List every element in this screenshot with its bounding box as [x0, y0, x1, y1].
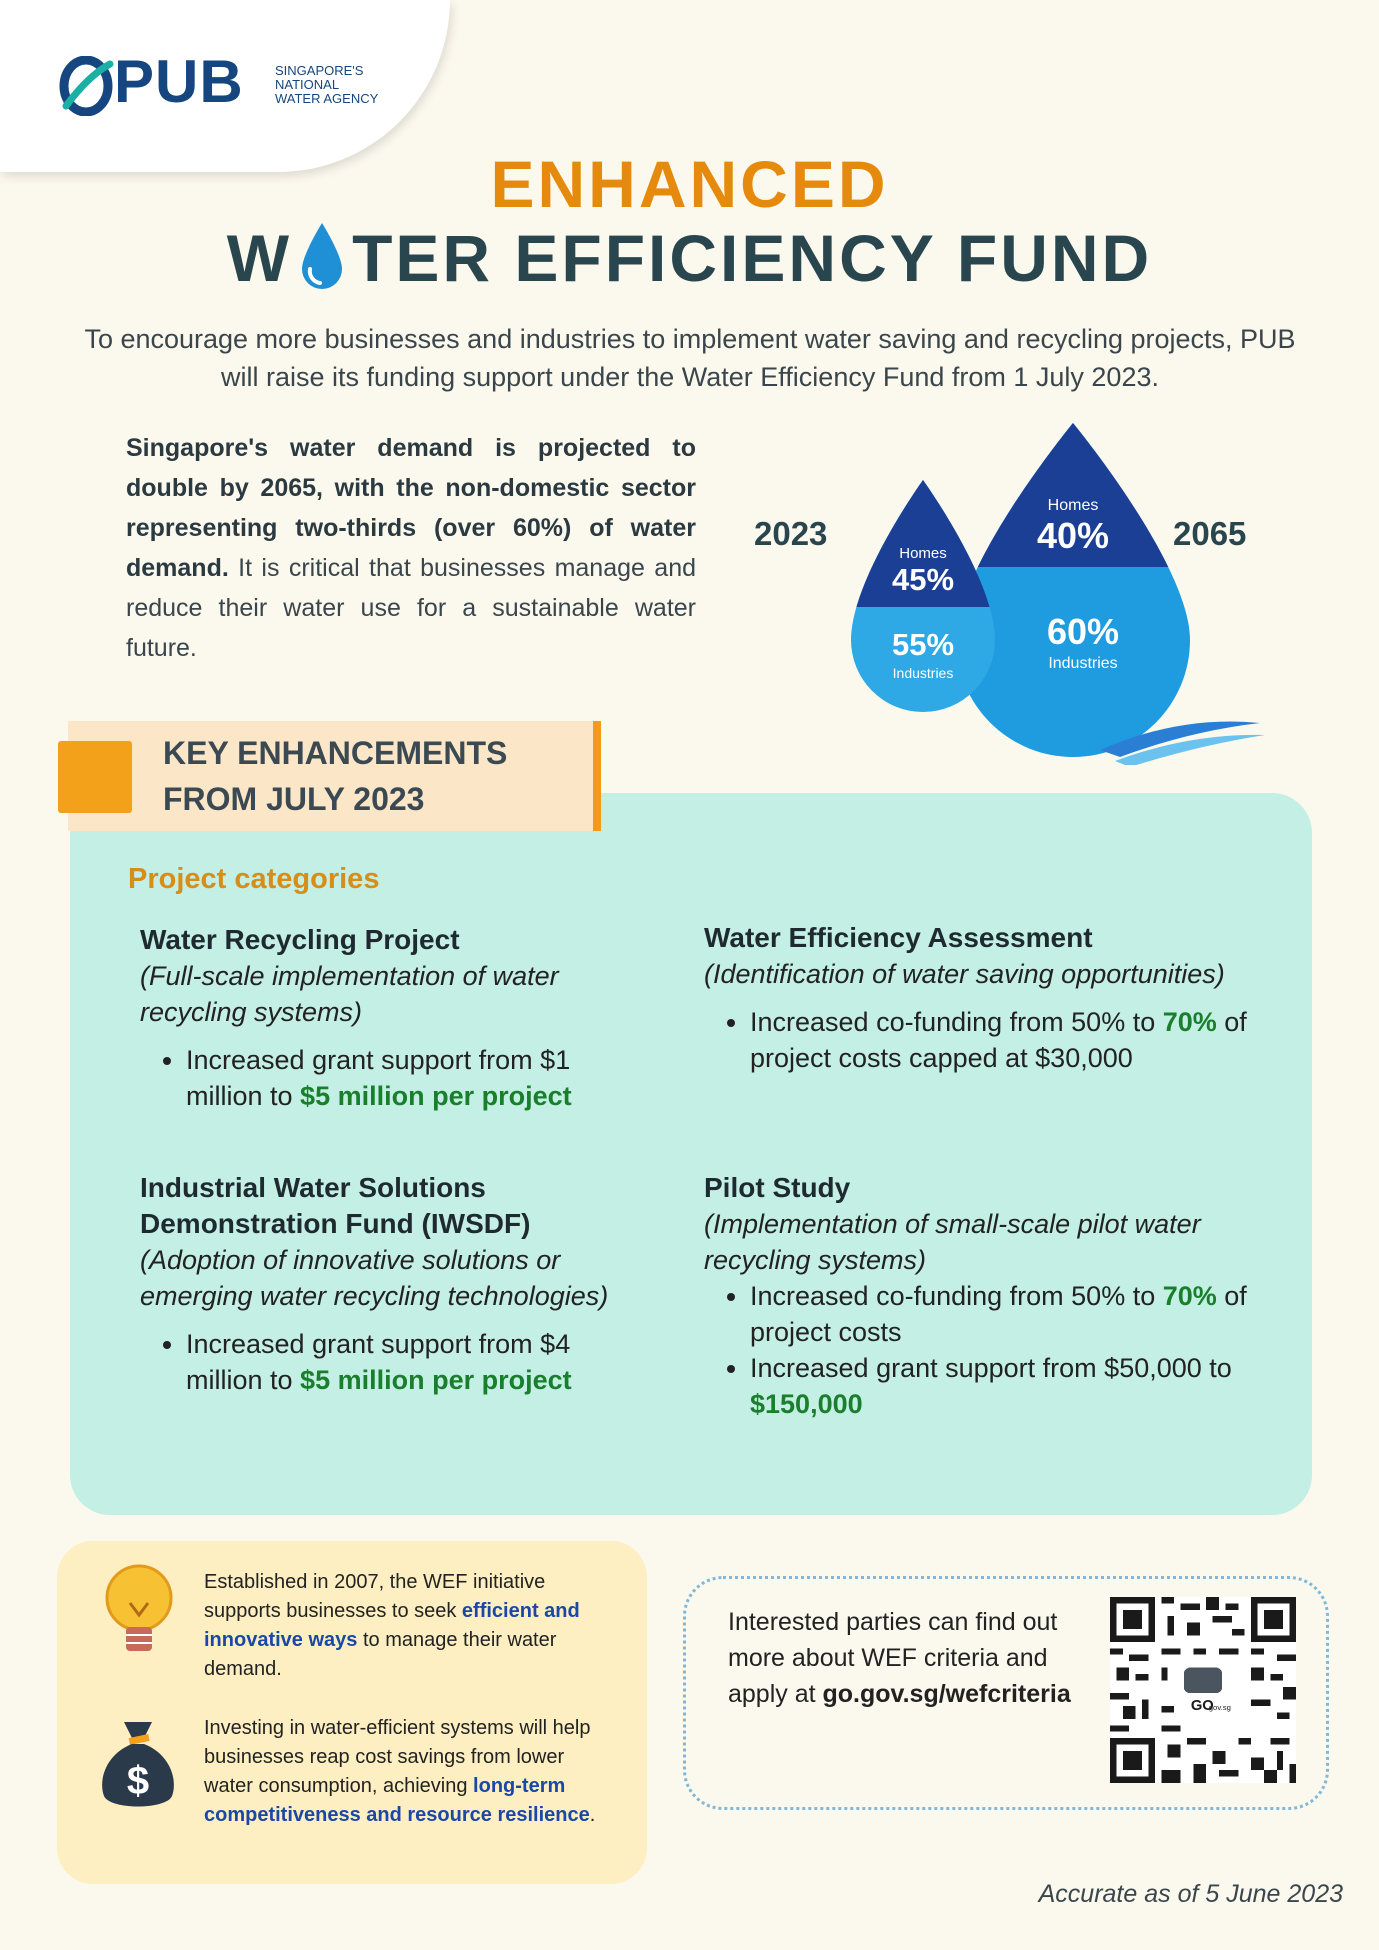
key-enhancements-heading: KEY ENHANCEMENTS FROM JULY 2023 — [163, 735, 508, 817]
intro-text: To encourage more businesses and industries to implement water saving and recycling projects, PUB will raise its funding support under the Water Efficiency Fund from 1 July 2023. — [84, 324, 1296, 392]
title-fund: W TER EFFICIENCY FUND — [226, 221, 1153, 295]
b-industries-label: Industries — [1048, 655, 1118, 672]
demand-drops-chart — [754, 415, 1280, 765]
investing-text: Investing in water-efficient systems will help businesses reap cost savings from lower water consumption, achieving long-term competitiveness and resource resilience. — [204, 1717, 596, 1826]
a-homes-pct: 45% — [891, 562, 955, 597]
b-homes-label: Homes — [1047, 497, 1099, 514]
water-recycling-project: Water Recycling Project (Full-scale implementation of water recycling systems) • Increased grant support from $1 million to $5 million per project — [140, 922, 640, 1114]
qr-code[interactable] — [1110, 1597, 1296, 1783]
water-efficiency-assessment: Water Efficiency Assessment (Identification of water saving opportunities) • Increased co-funding from 50% to 70% of project costs capped at $30,000 — [704, 920, 1264, 1076]
b-industries-pct: 60% — [1046, 611, 1120, 652]
list-item: • Increased grant support from $4 million to $5 million per project — [186, 1326, 640, 1398]
drop-2023 — [845, 475, 1005, 765]
logo-tagline: SINGAPORE'S NATIONAL WATER AGENCY — [275, 63, 379, 106]
title-enhanced: ENHANCED — [490, 147, 889, 221]
key-square-icon — [58, 741, 132, 813]
svg-text:$: $ — [126, 1759, 150, 1803]
list-item: • Increased grant support from $50,000 to $150,000 — [750, 1350, 1264, 1422]
b-homes-pct: 40% — [1036, 515, 1110, 556]
project-categories-label: Project categories — [128, 863, 380, 895]
accurate-note: Accurate as of 5 June 2023 — [1038, 1880, 1343, 1908]
lightbulb-icon — [102, 1563, 176, 1663]
demand-text: Singapore's water demand is projected to double by 2065, with the non-domestic sector representing two-thirds (over 60%) of water demand. It is critical that businesses manage and reduce their water use for a sustainable water future. — [126, 434, 696, 662]
criteria-link[interactable]: go.gov.sg/wefcriteria — [822, 1680, 1071, 1708]
drops-svg — [760, 415, 1280, 765]
water-drop-icon — [298, 221, 346, 293]
criteria-text: Interested parties can find out more about WEF criteria and apply at go.gov.sg/wefcriteria — [728, 1608, 1071, 1708]
svg-text:GO: GO — [1190, 1697, 1214, 1714]
svg-text:gov.sg: gov.sg — [1208, 1702, 1231, 1712]
list-item: • Increased co-funding from 50% to 70% of project costs capped at $30,000 — [750, 1004, 1264, 1076]
list-item: • Increased co-funding from 50% to 70% of project costs — [750, 1278, 1264, 1350]
iwsdf-block: Industrial Water Solutions Demonstration Fund (IWSDF) (Adoption of innovative solutions or emerging water recycling technologies) • Increased grant support from $4 million to $5 million per project — [140, 1170, 640, 1398]
year-2023: 2023 — [754, 515, 828, 552]
list-item: • Increased grant support from $1 million to $5 million per project — [186, 1042, 640, 1114]
a-homes-label: Homes — [899, 545, 947, 562]
a-industries-pct: 55% — [891, 627, 955, 662]
logo-name: PUB — [114, 48, 244, 115]
pilot-study: Pilot Study (Implementation of small-scale pilot water recycling systems) • Increased co-funding from 50% to 70% of project costs • Increased grant support from $50,000 to $150,000 — [704, 1170, 1264, 1422]
established-text: Established in 2007, the WEF initiative supports businesses to seek efficient and innovative ways to manage their water demand. — [204, 1571, 580, 1680]
a-industries-label: Industries — [892, 665, 954, 681]
money-bag-icon — [96, 1718, 180, 1814]
pub-logo-icon — [58, 56, 114, 116]
year-2065: 2065 — [1173, 515, 1247, 552]
drop-2065 — [950, 415, 1200, 765]
